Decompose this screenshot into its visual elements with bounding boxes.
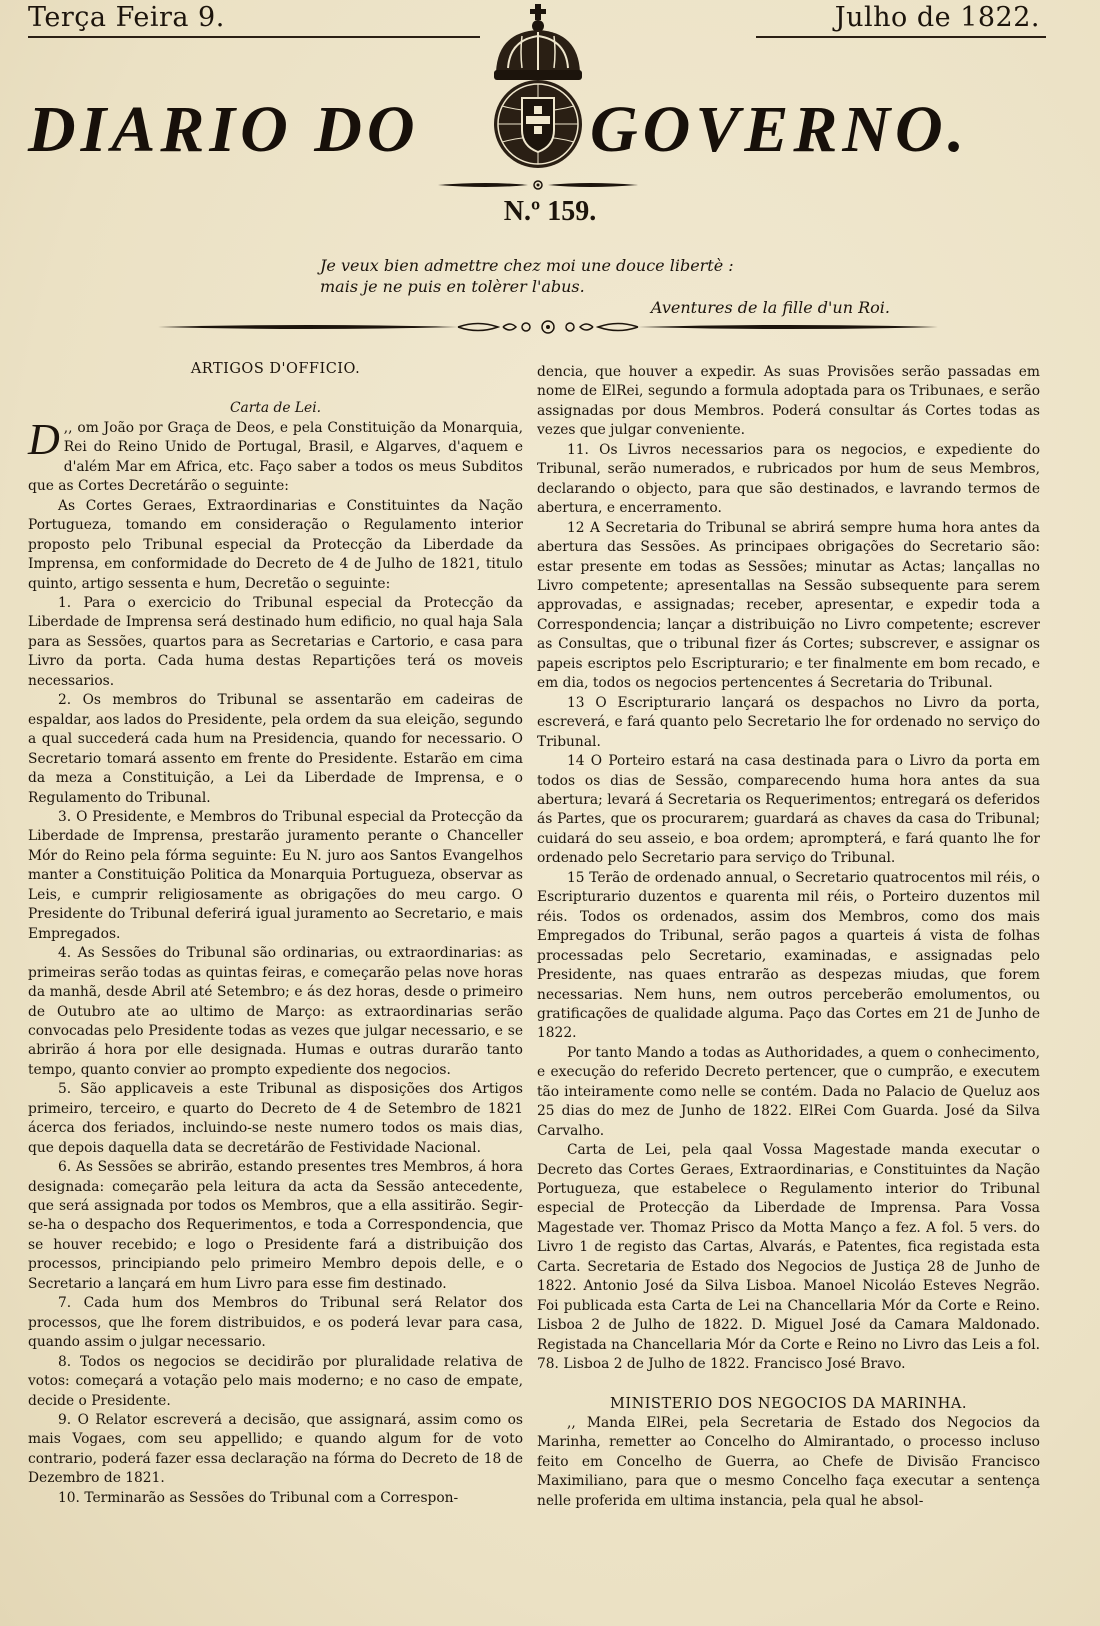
- article-paragraph: 6. As Sessões se abrirão, estando presentes tres Membros, á hora designada: começarão pela leitura da acta da Sessão antecedente, que será assignada por todos os Membros, que a ella assitirão. Segir-se-ha o despacho dos Requerimentos, e toda a Correspondencia, que se houver recebido; e logo o Presidente fará a distribuição dos processos, principiando pelo primeiro Membro depois delle, e o Secretario a lançará em hum Livro para esse fim destinado.: [28, 1159, 523, 1292]
- issue-number: N.º 159.: [503, 196, 597, 227]
- article-paragraph: 10. Terminarão as Sessões do Tribunal com a Correspon-: [58, 1489, 459, 1506]
- masthead-rule-left: [28, 36, 480, 38]
- intro-text: ,, om João por Graça de Deos, e pela Constituição da Monarquia, Rei do Reino Unido de Portugal, Brasil, e Algarves, d'aquem e d'além Mar em Africa, etc. Faço saber a todos os meus Subditos que as Cortes Decretárão o seguinte:: [28, 419, 523, 495]
- issue-weekday: Terça Feira 9.: [28, 2, 225, 33]
- article-paragraph: As Cortes Geraes, Extraordinarias e Constituintes da Nação Portugueza, tomando em consideração o Regulamento interior proposto pelo Tribunal especial da Protecção da Liberdade da Imprensa, em conformidade do Decreto de 4 de Julho de 1821, titulo quinto, artigo sessenta e hum, Decretão o seguinte:: [28, 497, 523, 592]
- article-paragraph: Carta de Lei, pela qaal Vossa Magestade manda executar o Decreto das Cortes Geraes, Extraordinarias, e Constituintes da Nação Portugueza, que estabelece o Regulamento interior do Tribunal especial de Protecção da Liberdade de Imprensa. Para Vossa Magestade ver. Thomaz Prisco da Motta Manço a fez. A fol. 5 vers. do Livro 1 de registo das Cartas, Alvarás, e Patentes, fica registada esta Carta. Secretaria de Estado dos Negocios de Justiça 28 de Junho de 1822. Antonio José da Silva Lisboa. Manoel Nicoláo Esteves Negrão. Foi publicada esta Carta de Lei na Chancellaria Mór da Corte e Reino. Lisboa 2 de Julho de 1822. D. Miguel José da Camara Maldonado. Registada na Chancellaria Mór da Corte e Reino no Livro das Leis a fol. 78. Lisboa 2 de Julho de 1822. Francisco José Bravo.: [537, 1142, 1040, 1373]
- ornament-divider-icon: [438, 178, 638, 192]
- article-paragraph: 8. Todos os negocios se decidirão por pluralidade relativa de votos: começará a votação pelo mais moderno; e no caso de empate, decide o Presidente.: [28, 1353, 523, 1409]
- article-paragraph: 7. Cada hum dos Membros do Tribunal será Relator dos processos, que lhe forem distribuidos, e os poderá levar para casa, quando assim o julgar necessario.: [28, 1295, 523, 1351]
- article-paragraph: 11. Os Livros necessarios para os negocios, e expediente do Tribunal, serão numerados, e rubricados por hum de seus Membros, declarando o objecto, para que são destinados, e lavrando termos de abertura, e encerramento.: [537, 441, 1040, 517]
- article-paragraph: 1. Para o exercicio do Tribunal especial da Protecção da Liberdade de Imprensa será destinado hum edificio, no qual haja Sala para as Sessões, quartos para as Secretarias e Cartorio, e casa para Livro da porta. Cada huma destas Repartições terá os moveis necessarios.: [28, 594, 523, 689]
- right-column: [537, 363, 1040, 1511]
- article-paragraph: 9. O Relator escreverá a decisão, que assignará, assim como os mais Vogaes, com seu appellido; e quando algum for de voto contrario, poderá fazer essa declaração na fórma do Decreto de 18 de Dezembro de 1821.: [28, 1412, 523, 1487]
- article-paragraph: 3. O Presidente, e Membros do Tribunal especial da Protecção da Liberdade de Imprensa, prestarão juramento perante o Chanceller Mór do Reino pela fórma seguinte: Eu N. juro aos Santos Evangelhos manter a Constituição Politica da Monarquia Portugueza, observar as Leis, e cumprir religiosamente as obrigações do meu cargo. O Presidente do Tribunal deferirá igual juramento ao Secretario, e mais Empregados.: [28, 808, 523, 942]
- masthead-title-right: GOVERNO.: [590, 93, 970, 166]
- article-paragraph: 2. Os membros do Tribunal se assentarão em cadeiras de espaldar, aos lados do Presidente, pela ordem da sua eleição, segundo a qual succederá cada hum na Presidencia, quando for necessario. O Secretario tomará assento em frente do Presidente. Estarão em cima da meza a Constituição, a Lei da Liberdade de Imprensa, e o Regulamento do Tribunal.: [28, 692, 523, 806]
- epigraph-line: Je veux bien admettre chez moi une douce libertè :: [320, 256, 734, 275]
- section-heading: ARTIGOS D'OFFICIO.: [190, 361, 361, 377]
- ornament-divider-long-icon: [158, 318, 938, 336]
- masthead-rule-right: [756, 36, 1046, 38]
- epigraph: [320, 255, 890, 318]
- article-paragraph: 15 Terão de ordenado annual, o Secretario quatrocentos mil réis, o Escripturario duzentos e quarenta mil réis, o Porteiro duzentos mil réis. Todos os ordenados, assim dos Membros, como dos mais Empregados do Tribunal, serão pagos a quarteis á vista de folhas processadas pelo Secretario, examinadas, e assignadas pelo Presidente, nas quaes entrarão as despezas miudas, que forem necessarias. Nem huns, nem outros perceberão emolumentos, ou gratificações de qualidade alguma. Paço das Cortes em 21 de Junho de 1822.: [537, 869, 1040, 1042]
- issue-date: Julho de 1822.: [834, 2, 1040, 33]
- article-paragraph: 4. As Sessões do Tribunal são ordinarias, ou extraordinarias: as primeiras serão todas as quintas feiras, e começarão pelas nove horas da manhã, desde Abril até Setembro; e ás dez horas, desde o primeiro de Outubro ate ao ultimo de Março: as extraordinarias serão convocadas pelo Presidente todas as vezes que julgar necessario, e se abrirão á hora por elle designada. Humas e outras durarão tanto tempo, quanto convier ao prompto expediente dos negocios.: [28, 945, 523, 1078]
- epigraph-line: mais je ne puis en tolèrer l'abus.: [320, 277, 585, 296]
- masthead-title-left: DIARIO DO: [28, 93, 420, 166]
- subheading: Carta de Lei.: [229, 400, 322, 417]
- article-paragraph: 14 O Porteiro estará na casa destinada para o Livro da porta em todos os dias de Sessão, comparecendo huma hora antes da sua abertura; levará á Secretaria os Requerimentos; entregará os deferidos ás Partes, que os procurarem; guardará as chaves da casa do Tribunal; cuidará do seu asseio, e boa ordem; aprompterá, e fará quanto lhe for ordenado pelo Secretario para serviço do Tribunal.: [537, 753, 1040, 867]
- article-paragraph: Por tanto Mando a todas as Authoridades, a quem o conhecimento, e execução do referido Decreto pertencer, que o cumprão, e executem tão inteiramente como nelle se contém. Dada no Palacio de Queluz aos 25 dias do mez de Junho de 1822. ElRei Com Guarda. José da Silva Carvalho.: [537, 1044, 1040, 1139]
- article-paragraph: 13 O Escripturario lançará os despachos no Livro da porta, escreverá, e fará quanto pelo Secretario lhe for ordenado no serviço do Tribunal.: [537, 694, 1040, 750]
- continuation-paragraph: dencia, que houver a expedir. As suas Provisões serão passadas em nome de ElRei, segundo a formula adoptada para os Tribunaes, e serão assignadas por dous Membros. Poderá consultar ás Cortes todas as vezes que julgar conveniente.: [537, 364, 1040, 439]
- drop-cap: D: [28, 414, 60, 464]
- royal-coat-of-arms-icon: [488, 2, 588, 172]
- intro-paragraph: [28, 414, 523, 497]
- epigraph-source: Aventures de la fille d'un Roi.: [650, 298, 890, 317]
- article-paragraph: ,, Manda ElRei, pela Secretaria de Estado dos Negocios da Marinha, remetter ao Concelho do Almirantado, o processo incluso feito em Concelho de Guerra, ao Chefe de Divisão Francisco Maximiliano, para que o mesmo Concelho faça executar a sentença nelle proferida em ultima instancia, pela qual he absol-: [537, 1415, 1040, 1509]
- section-heading-marinha: MINISTERIO DOS NEGOCIOS DA MARINHA.: [610, 1395, 967, 1412]
- article-paragraph: 5. São applicaveis a este Tribunal as disposições dos Artigos primeiro, terceiro, e quarto do Decreto de 4 de Setembro de 1821 ácerca dos feriados, incluindo-se neste numero todos os mais dias, que depois daquella data se decretárão de Festividade Nacional.: [28, 1081, 523, 1156]
- article-paragraph: 12 A Secretaria do Tribunal se abrirá sempre huma hora antes da abertura das Sessões. As principaes obrigações do Secretario são: estar presente em todas as Sessões; minutar as Actas; lançallas no Livro competente; apresentallas na Sessão subsequente para serem approvadas, e assignadas; receber, apresentar, e expedir toda a Correspondencia; lançar a distribuição no Livro competente; escrever as Consultas, que o tribunal fizer ás Cortes; subscrever, e assignar os papeis escriptos pelo Escripturario; e ter finalmente em bom recado, e em dia, todos os negocios pertencentes á Secretaria do Tribunal.: [537, 519, 1040, 692]
- left-column: [28, 360, 523, 1508]
